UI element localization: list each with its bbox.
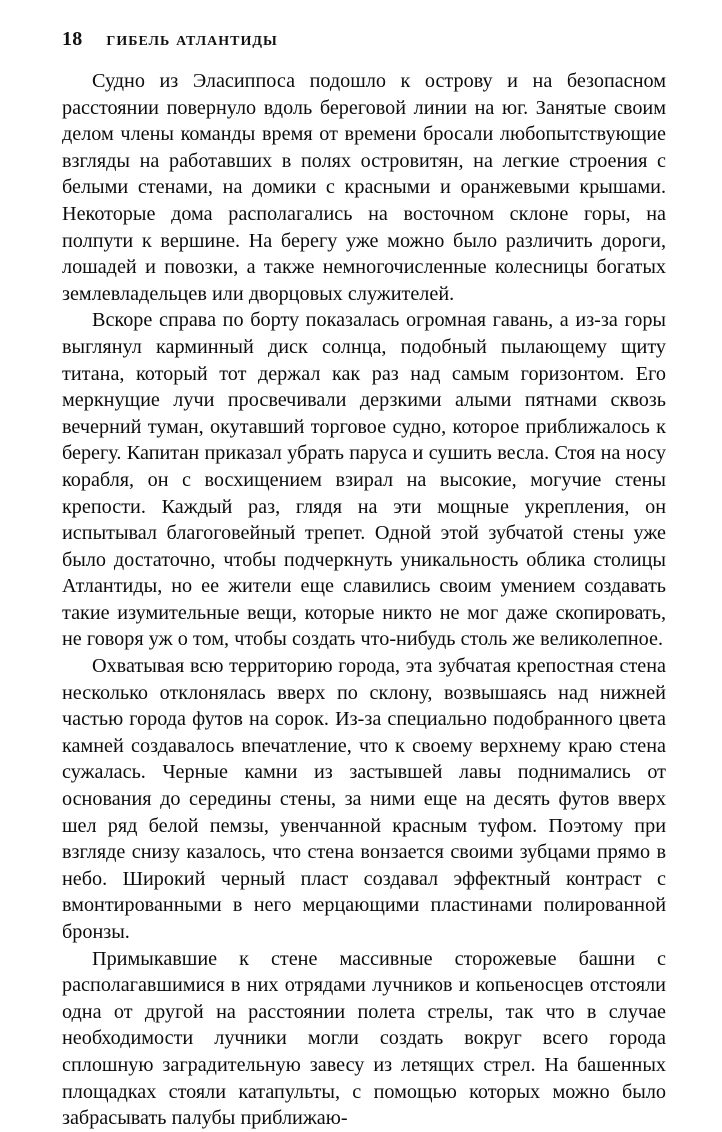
running-head bbox=[62, 28, 665, 56]
running-head-title: гибель атлантиды bbox=[106, 29, 278, 50]
page-number: 18 bbox=[62, 28, 83, 50]
paragraph: Вскоре справа по борту показалась огромная гавань, а из-за горы выглянул карминный диск солнца, подобный пылающему щиту титана, который тот держал как раз над самым горизонтом. Его меркнущие лучи просвечивали дерзкими алыми пятнами сквозь вечерний туман, окутавший торговое судно, которое приближалось к берегу. Капитан приказал убрать паруса и сушить весла. Стоя на носу корабля, он с восхищением взирал на высокие, могучие стены крепости. Каждый раз, глядя на эти мощные укрепления, он испытывал благоговейный трепет. Одной этой зубчатой стены уже было достаточно, чтобы подчеркнуть уникальность облика столицы Атлантиды, но ее жители еще славились своим умением создавать такие изумительные вещи, которые никто не мог даже скопировать, не говоря уж о том, чтобы создать что-нибудь столь же великолепное. bbox=[62, 309, 666, 651]
paragraph: Охватывая всю территорию города, эта зубчатая крепостная стена несколько отклонялась вверх по склону, возвышаясь над нижней частью города футов на сорок. Из-за специально подобранного цвета камней создавалось впечатление, что к своему верхнему краю стена сужалась. Черные камни из застывшей лавы поднимались от основания до середины стены, за ними еще на десять футов вверх шел ряд белой пемзы, увенчанной красным туфом. Поэтому при взгляде снизу казалось, что стена вонзается своими зубцами прямо в небо. Широкий черный пласт создавал эффектный контраст с вмонтированными в него мерцающими пластинами полированной бронзы. bbox=[62, 655, 666, 943]
body-text-block bbox=[62, 68, 666, 1132]
paragraph: Примыкавшие к стене массивные сторожевые башни с располагавшимися в них отрядами лучников и копьеносцев отстояли одна от другой на расстоянии полета стрелы, так что в случае необходимости лучники могли создать вокруг всего города сплошную заградительную завесу из летящих стрел. На башенных площадках стояли катапульты, с помощью которых можно было забрасывать палубы приближаю- bbox=[62, 947, 666, 1130]
paragraph: Судно из Эласиппоса подошло к острову и на безопасном расстоянии повернуло вдоль береговой линии на юг. Занятые своим делом члены команды время от времени бросали любопытствующие взгляды на работавших в полях островитян, на легкие строения с белыми стенами, на домики с красными и оранжевыми крышами. Некоторые дома располагались на восточном склоне горы, на полпути к вершине. На берегу уже можно было различить дороги, лошадей и повозки, а также немногочисленные колесницы богатых землевладельцев или дворцовых служителей. bbox=[62, 70, 666, 305]
